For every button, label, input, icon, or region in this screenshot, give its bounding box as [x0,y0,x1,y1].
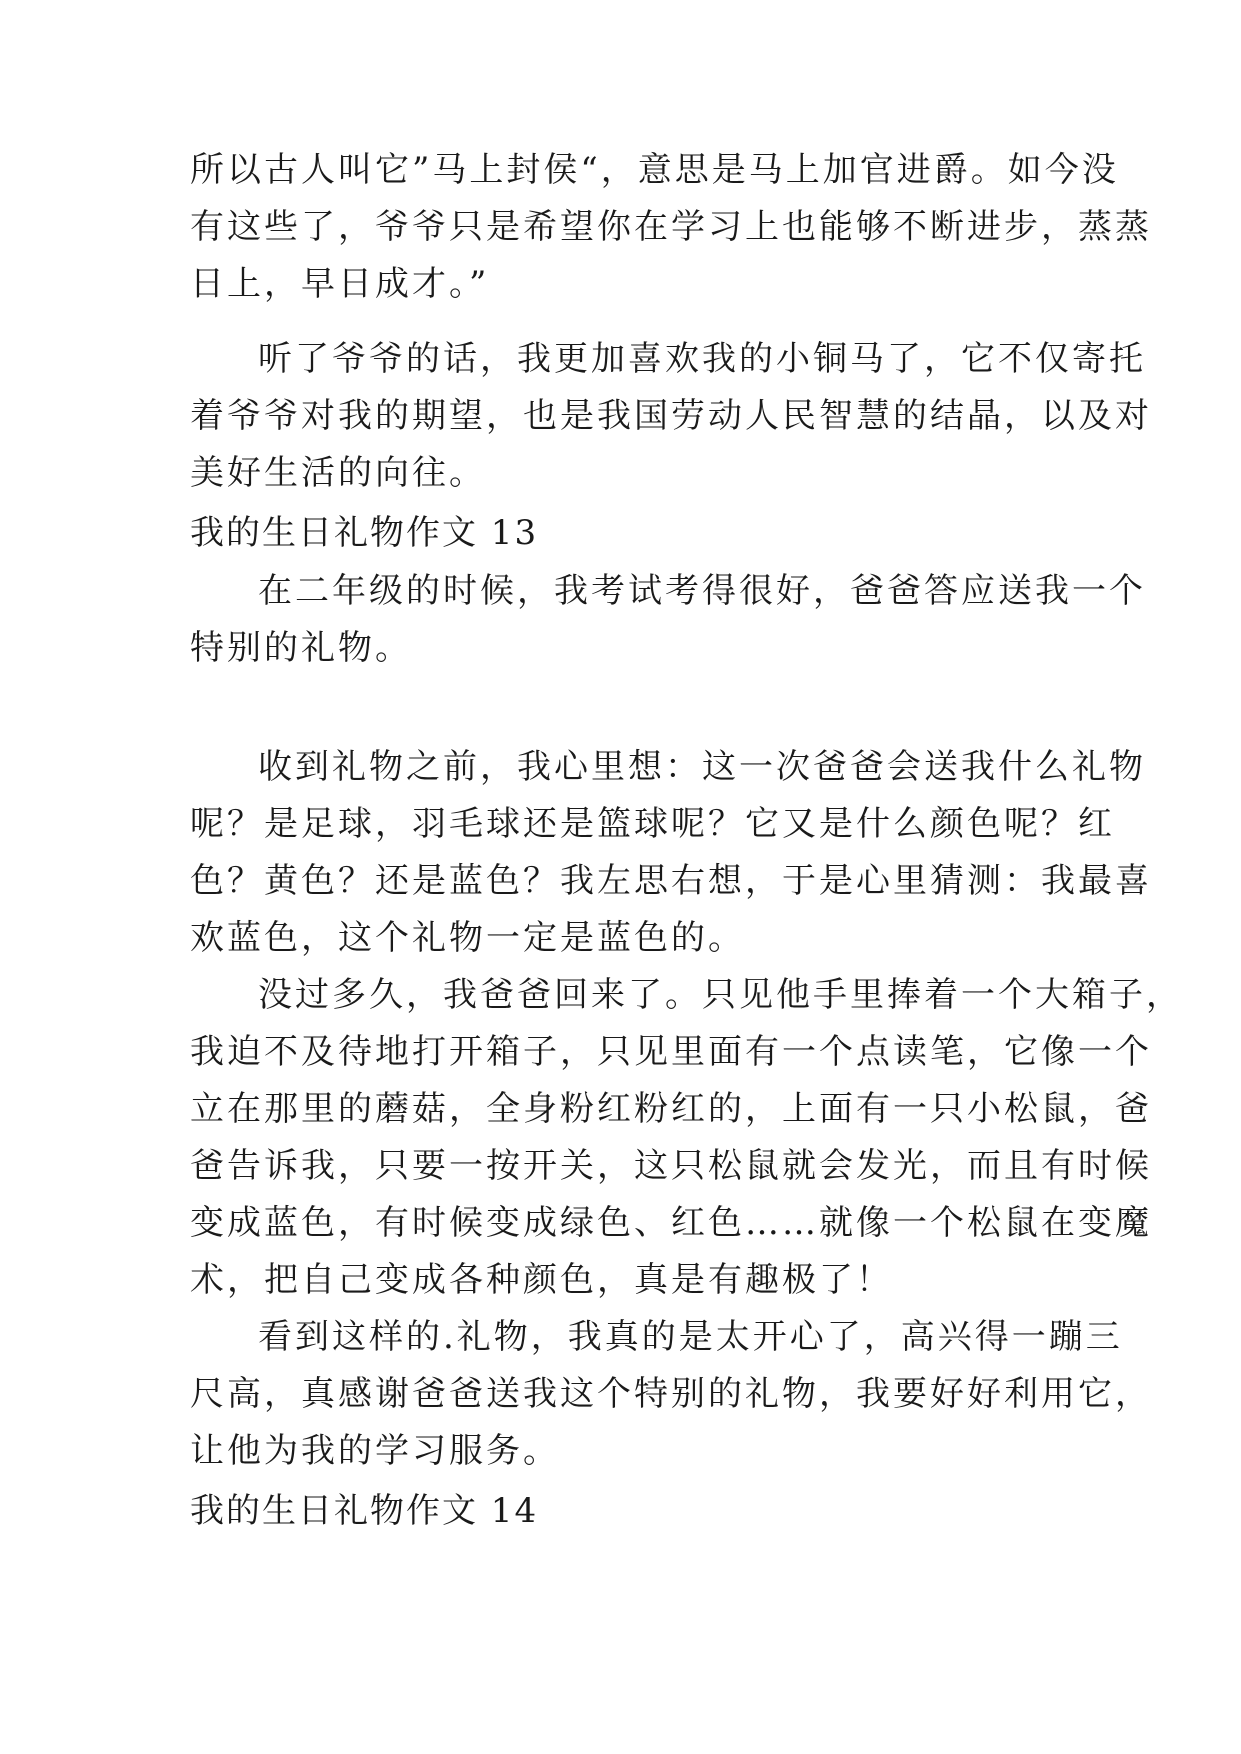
paragraph-line: 收到礼物之前，我心里想：这一次爸爸会送我什么礼物 [258,747,1146,787]
paragraph-line: 有这些了，爷爷只是希望你在学习上也能够不断进步，蒸蒸 [190,207,1152,247]
section-heading: 我的生日礼物作文 13 [190,513,539,553]
paragraph-line: 特别的礼物。 [190,628,412,668]
paragraph-line: 色？黄色？还是蓝色？我左思右想，于是心里猜测：我最喜 [190,861,1152,901]
paragraph-line: 立在那里的蘑菇，全身粉红粉红的，上面有一只小松鼠，爸 [190,1089,1152,1129]
paragraph-line: 所以古人叫它”马上封侯“，意思是马上加官进爵。如今没 [190,150,1119,190]
paragraph-line: 着爷爷对我的期望，也是我国劳动人民智慧的结晶，以及对 [190,396,1152,436]
paragraph-line: 术，把自己变成各种颜色，真是有趣极了！ [190,1260,893,1300]
paragraph-line: 爸告诉我，只要一按开关，这只松鼠就会发光，而且有时候 [190,1146,1152,1186]
paragraph-line: 看到这样的.礼物，我真的是太开心了，高兴得一蹦三 [258,1317,1123,1357]
paragraph-line: 变成蓝色，有时候变成绿色、红色……就像一个松鼠在变魔 [190,1203,1152,1243]
paragraph-line: 尺高，真感谢爸爸送我这个特别的礼物，我要好好利用它， [190,1374,1152,1414]
paragraph-line: 让他为我的学习服务。 [190,1431,560,1471]
section-heading: 我的生日礼物作文 14 [190,1491,539,1531]
paragraph-line: 在二年级的时候，我考试考得很好，爸爸答应送我一个 [258,571,1146,611]
paragraph-line: 欢蓝色，这个礼物一定是蓝色的。 [190,918,745,958]
paragraph-line: 我迫不及待地打开箱子，只见里面有一个点读笔，它像一个 [190,1032,1152,1072]
paragraph-line: 没过多久，我爸爸回来了。只见他手里捧着一个大箱子， [258,975,1183,1015]
paragraph-line: 听了爷爷的话，我更加喜欢我的小铜马了，它不仅寄托 [258,339,1146,379]
paragraph-line: 日上，早日成才。” [190,264,490,304]
paragraph-line: 呢？是足球，羽毛球还是篮球呢？它又是什么颜色呢？红 [190,804,1115,844]
paragraph-line: 美好生活的向往。 [190,453,486,493]
